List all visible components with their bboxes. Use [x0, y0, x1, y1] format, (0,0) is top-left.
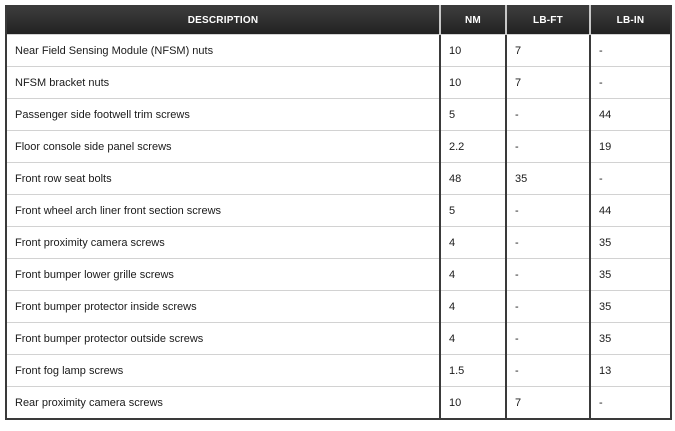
table-row: [6, 131, 671, 163]
cell-lb-in: -: [590, 35, 671, 67]
cell-nm: 10: [440, 387, 506, 420]
cell-nm: 10: [440, 67, 506, 99]
cell-lb-in: -: [590, 163, 671, 195]
header-description: DESCRIPTION: [6, 6, 440, 35]
cell-lb-in: 35: [590, 291, 671, 323]
cell-nm: 5: [440, 99, 506, 131]
cell-nm: 48: [440, 163, 506, 195]
cell-description: Floor console side panel screws: [6, 131, 440, 163]
cell-description: Front proximity camera screws: [6, 227, 440, 259]
torque-spec-table: [5, 5, 672, 420]
table-row: [6, 195, 671, 227]
header-lb-ft: LB-FT: [506, 6, 590, 35]
cell-nm: 10: [440, 35, 506, 67]
cell-lb-in: 35: [590, 323, 671, 355]
cell-nm: 4: [440, 291, 506, 323]
cell-description: Front bumper protector outside screws: [6, 323, 440, 355]
cell-description: Passenger side footwell trim screws: [6, 99, 440, 131]
cell-nm: 2.2: [440, 131, 506, 163]
cell-description: Rear proximity camera screws: [6, 387, 440, 420]
cell-lb-in: 44: [590, 195, 671, 227]
cell-description: NFSM bracket nuts: [6, 67, 440, 99]
cell-lb-in: 35: [590, 259, 671, 291]
cell-description: Front wheel arch liner front section screws: [6, 195, 440, 227]
cell-lb-ft: -: [506, 227, 590, 259]
table-row: [6, 291, 671, 323]
cell-lb-ft: -: [506, 195, 590, 227]
cell-lb-ft: -: [506, 99, 590, 131]
table-row: [6, 99, 671, 131]
cell-nm: 4: [440, 227, 506, 259]
cell-nm: 4: [440, 259, 506, 291]
cell-lb-ft: 7: [506, 67, 590, 99]
table-row: [6, 35, 671, 67]
cell-lb-ft: -: [506, 355, 590, 387]
cell-description: Front bumper lower grille screws: [6, 259, 440, 291]
header-nm: NM: [440, 6, 506, 35]
cell-nm: 1.5: [440, 355, 506, 387]
cell-description: Front bumper protector inside screws: [6, 291, 440, 323]
cell-description: Front fog lamp screws: [6, 355, 440, 387]
header-lb-in: LB-IN: [590, 6, 671, 35]
cell-lb-in: 19: [590, 131, 671, 163]
table-row: [6, 323, 671, 355]
cell-lb-ft: -: [506, 291, 590, 323]
table-row: [6, 259, 671, 291]
table-header: [6, 6, 671, 35]
table-row: [6, 387, 671, 420]
table-body: [6, 35, 671, 420]
header-row: [6, 6, 671, 35]
cell-nm: 5: [440, 195, 506, 227]
cell-lb-in: -: [590, 387, 671, 420]
cell-lb-ft: 35: [506, 163, 590, 195]
cell-lb-ft: -: [506, 259, 590, 291]
table-row: [6, 163, 671, 195]
cell-lb-ft: -: [506, 131, 590, 163]
table-row: [6, 355, 671, 387]
cell-description: Front row seat bolts: [6, 163, 440, 195]
cell-lb-in: -: [590, 67, 671, 99]
table-row: [6, 67, 671, 99]
cell-lb-in: 13: [590, 355, 671, 387]
cell-description: Near Field Sensing Module (NFSM) nuts: [6, 35, 440, 67]
cell-lb-ft: 7: [506, 387, 590, 420]
cell-lb-ft: -: [506, 323, 590, 355]
cell-nm: 4: [440, 323, 506, 355]
cell-lb-ft: 7: [506, 35, 590, 67]
cell-lb-in: 44: [590, 99, 671, 131]
cell-lb-in: 35: [590, 227, 671, 259]
table-row: [6, 227, 671, 259]
